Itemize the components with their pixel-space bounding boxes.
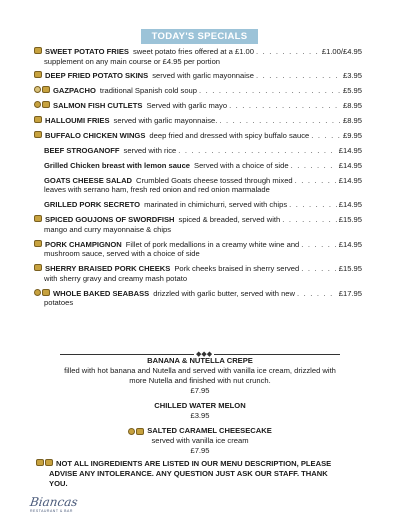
restaurant-logo (30, 495, 90, 515)
special-description-continued: supplement on any main course or £4.95 per portion (44, 56, 221, 66)
dot-leader (301, 240, 336, 250)
dot-leader (282, 215, 337, 225)
special-name: GAZPACHO (53, 86, 96, 96)
dessert-description: filled with hot banana and Nutella and served with vanilla ice cream, drizzled with (64, 366, 336, 375)
special-description-continued: mango and curry mayonnaise & chips (44, 224, 172, 234)
special-description: marinated in chimichurri, served with chips (144, 200, 288, 210)
gluten-free-icon (34, 131, 42, 138)
gluten-free-icon (42, 289, 50, 296)
dessert-name: CHILLED WATER MELON (154, 401, 246, 410)
special-price: £14.95 (338, 145, 362, 155)
special-description: Crumbled Goats cheese tossed through mixed (136, 175, 293, 185)
special-item (34, 131, 362, 141)
dot-leader (256, 47, 320, 57)
vegetarian-icon (34, 86, 41, 93)
special-name: SALMON FISH CUTLETS (53, 101, 143, 111)
dot-leader (199, 86, 341, 96)
dot-leader (301, 264, 337, 274)
special-name: BEEF STROGANOFF (44, 145, 120, 155)
allergen-icons (34, 240, 42, 247)
special-name: DEEP FRIED POTATO SKINS (45, 71, 149, 81)
special-name: SWEET POTATO FRIES (45, 47, 129, 56)
special-price: £5.95 (342, 86, 362, 96)
special-item (34, 146, 362, 156)
dessert-price: £7.95 (190, 446, 210, 455)
gluten-free-icon (34, 240, 42, 247)
gluten-free-icon (34, 47, 42, 54)
dessert-description: more Nutella and finished with nut crunch. (129, 376, 271, 385)
special-description: Served with a choice of side (194, 160, 289, 170)
special-name: BUFFALO CHICKEN WINGS (45, 131, 146, 141)
dessert-price: £7.95 (190, 386, 210, 395)
special-price: £14.95 (338, 239, 362, 249)
dot-leader (229, 101, 341, 111)
gluten-free-icon (34, 264, 42, 271)
dot-leader (311, 131, 341, 141)
dessert-name: BANANA & NUTELLA CREPE (147, 356, 253, 365)
special-price: £8.95 (342, 101, 362, 111)
special-item (34, 176, 362, 195)
dessert-name: SALTED CARAMEL CHEESECAKE (147, 426, 272, 435)
special-item (34, 71, 362, 81)
allergen-icons (34, 264, 42, 271)
special-item (34, 215, 362, 234)
special-item (34, 264, 362, 283)
allergen-icons (34, 47, 42, 54)
allergen-icons (34, 101, 50, 108)
special-description-continued: with sherry gravy and creamy mash potato (44, 273, 188, 283)
special-description: served with garlic mayonnaise. (113, 116, 218, 126)
dot-leader (219, 116, 341, 126)
allergen-icons (128, 428, 144, 435)
divider-ornament-icon: ◆◆◆ (196, 351, 213, 358)
dessert-item (40, 356, 360, 396)
dot-leader (289, 200, 337, 210)
special-description: sweet potato fries offered at a £1.00 (132, 47, 254, 56)
gluten-free-icon (34, 116, 42, 123)
notice-line-3: YOU. (49, 479, 68, 488)
notice-line-1: NOT ALL INGREDIENTS ARE LISTED IN OUR MENU DESCRIPTION, PLEASE (56, 459, 332, 468)
allergen-icons (34, 215, 42, 222)
special-price: £9.95 (342, 131, 362, 141)
special-price: £1.00/£4.95 (321, 47, 362, 56)
special-description: deep fried and dressed with spicy buffalo sauce (149, 131, 310, 141)
special-description: spiced & breaded, served with (178, 215, 281, 225)
dessert-item (40, 401, 360, 421)
allergen-icons (34, 116, 42, 123)
special-item (34, 86, 362, 96)
special-description-continued: leaves with serrano ham, fresh red onion and red onion marmalade (44, 185, 270, 195)
desserts-list (40, 356, 360, 456)
dessert-item (40, 426, 360, 456)
allergy-notice (36, 459, 336, 489)
special-name: Grilled Chicken breast with lemon sauce (44, 160, 191, 170)
special-name: HALLOUMI FRIES (45, 116, 110, 126)
special-price: £14.95 (338, 200, 362, 210)
gluten-free-icon (42, 101, 50, 108)
special-price: £15.95 (338, 264, 362, 274)
special-item (34, 47, 362, 66)
special-name: SHERRY BRAISED PORK CHEEKS (45, 264, 171, 274)
specials-list (34, 47, 362, 313)
special-price: £15.95 (338, 215, 362, 225)
dot-leader (178, 146, 336, 156)
special-price: £17.95 (338, 288, 362, 298)
dot-leader (256, 71, 341, 81)
special-item (34, 289, 362, 308)
special-description: traditional Spanish cold soup (99, 86, 197, 96)
gluten-free-icon (34, 71, 42, 78)
special-description: served with rice (123, 145, 177, 155)
dot-leader (291, 161, 337, 171)
special-name: GOATS CHEESE SALAD (44, 175, 133, 185)
special-description-continued: mushroom sauce, served with a choice of side (44, 249, 200, 259)
specials-title: TODAY'S SPECIALS (141, 29, 258, 44)
logo-script: Biancas (29, 495, 79, 509)
special-description: Served with garlic mayo (146, 101, 228, 111)
allergen-icons (34, 289, 50, 296)
special-item (34, 161, 362, 171)
special-description: drizzled with garlic butter, served with new (153, 288, 296, 298)
special-name: WHOLE BAKED SEABASS (53, 288, 150, 298)
dot-leader (297, 289, 337, 299)
special-item (34, 116, 362, 126)
special-name: SPICED GOUJONS OF SWORDFISH (45, 215, 175, 225)
special-price: £8.95 (342, 116, 362, 126)
special-description: Fillet of pork medallions in a creamy white wine and (125, 239, 300, 249)
allergen-icons (34, 86, 50, 93)
special-item (34, 240, 362, 259)
gluten-free-icon (34, 215, 42, 222)
gluten-free-icon (42, 86, 50, 93)
logo-subtitle: RESTAURANT & BAR (30, 509, 73, 513)
special-name: GRILLED PORK SECRETO (44, 200, 141, 210)
special-price: £14.95 (338, 160, 362, 170)
dessert-price: £3.95 (190, 411, 210, 420)
dessert-description: served with vanilla ice cream (151, 436, 249, 445)
notice-line-2: ADVISE ANY INTOLERANCE. ANY QUESTION JUST ASK OUR STAFF. THANK (49, 469, 328, 478)
special-description: Pork cheeks braised in sherry served (174, 264, 300, 274)
dairy-icon (34, 289, 41, 296)
special-description: served with garlic mayonnaise (152, 71, 254, 81)
allergen-icons (36, 459, 53, 466)
gluten-free-icon (136, 428, 144, 435)
special-description-continued: potatoes (44, 298, 74, 308)
special-item (34, 200, 362, 210)
allergen-icons (34, 131, 42, 138)
dot-leader (295, 176, 337, 186)
special-item (34, 101, 362, 111)
dairy-icon (128, 428, 135, 435)
dairy-icon (34, 101, 41, 108)
allergen-icons (34, 71, 42, 78)
special-price: £3.95 (342, 71, 362, 81)
special-name: PORK CHAMPIGNON (45, 239, 122, 249)
special-price: £14.95 (338, 175, 362, 185)
